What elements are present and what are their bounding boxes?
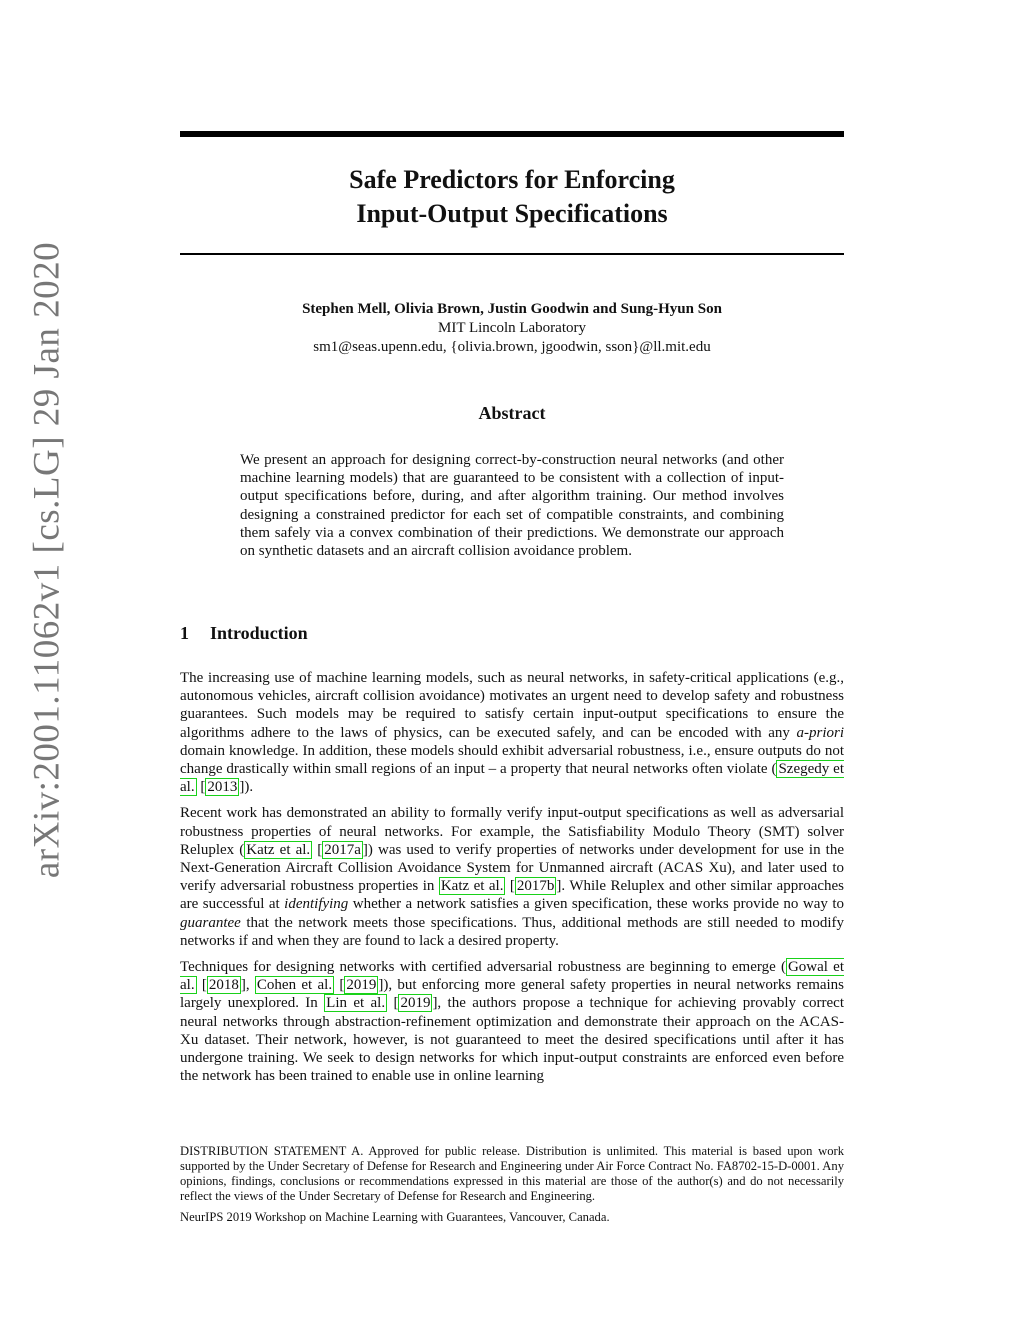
citation-link-katz-a[interactable]: Katz et al. [246,841,311,858]
distribution-statement: DISTRIBUTION STATEMENT A. Approved for public release. Distribution is unlimited. This material is based upon work supported by the Under Secretary of Defense for Research and Engineering under Air Force Contract No. FA8702-15-D-0001. Any opinions, findings, conclusions or recommendations expressed in this material are those of the author(s) and do not necessarily reflect the views of the Under Secretary of Defense for Research and Engineering. [180,1144,844,1203]
arxiv-identifier: arXiv:2001.11062v1 [cs.LG] 29 Jan 2020 [26,241,68,879]
p2-text-d: whether a network satisfies a given specification, these works provide no way to [348,896,844,913]
title-line-2: Input-Output Specifications [356,199,668,228]
abstract-heading: Abstract [478,403,546,423]
title-line-1: Safe Predictors for Enforcing [349,165,675,194]
p2-emphasis-guarantee: guarantee [180,914,241,931]
introduction-body [180,669,844,1093]
affiliation: MIT Lincoln Laboratory [437,320,586,336]
p1-text-a: The increasing use of machine learning models, such as neural networks, in safety-critical applications (e.g., autonomous vehicles, aircraft collision avoidance) motivates an urgent need to develop safety and robustness guarantees. Such models may be required to satisfy certain input-output specifications to ensure the algorithms adhere to the laws of physics, can be executed safely, and can be encoded with any [180,670,844,741]
p1-emphasis: a-priori [796,724,844,741]
author-emails: sm1@seas.upenn.edu, {olivia.brown, jgoodwin, sson}@ll.mit.edu [313,339,711,355]
p3-text-a: Techniques for designing networks with certified adversarial robustness are beginning to emerge ( [180,959,786,976]
p2-text-a: Recent work has demonstrated an ability to formally verify input-output specifications as well as adversarial robustness properties of neural networks. For example, the Satisfiability Modulo Theory (SMT) solver Reluplex ( [180,805,844,858]
citation-year-link[interactable]: 2019 [400,995,431,1012]
section-number: 1 [180,623,189,643]
p3-text-b: ], [240,977,255,994]
venue-note: NeurIPS 2019 Workshop on Machine Learning with Guarantees, Vancouver, Canada. [180,1210,610,1224]
p2-text-e: that the network meets those specifications. Thus, additional methods are still needed to modify networks if and when they are found to lack a desired property. [180,914,844,949]
p2-emphasis-identifying: identifying [284,896,349,913]
intro-paragraph-2: Recent work has demonstrated an ability to formally verify input-output specifications as well as adversarial robustness properties of neural networks. For example, the Satisfiability Modulo Theory (SMT) solver Reluplex ( Katz et al. [ 2017a ]) was used to verify properties of networks under development for use in the Next-Generation Aircraft Collision Avoidance System for Unmanned aircraft (ACAS Xu), and later used to verify adversarial robustness properties in Katz et al. [ 2017b ]. While Reluplex and other similar approaches are successful at identifying whether a network satisfies a given specification, these works provide no way to guarantee that the network meets those specifications. Thus, additional methods are still needed to modify networks if and when they are found to lack a desired property. [180,805,845,949]
citation-link-lin[interactable]: Lin et al. [326,995,386,1012]
p1-text-c: ]). [239,779,254,796]
citation-year-link[interactable]: 2018 [208,977,239,994]
citation-year-link[interactable]: 2019 [346,977,377,994]
footnote [180,1144,844,1231]
paper-title [180,163,844,231]
abstract-text: We present an approach for designing correct-by-construction neural networks (and other machine learning models) that are guaranteed to be consistent with a collection of input-output specifications before, during, and after algorithm training. Our method involves designing a constrained predictor for each set of compatible constraints, and combining them safely via a convex combination of their predictions. We demonstrate our approach on synthetic datasets and an aircraft collision avoidance problem. [240,452,784,560]
title-top-rule [180,131,844,137]
arxiv-sidebar [12,140,82,980]
intro-paragraph-1: The increasing use of machine learning models, such as neural networks, in safety-critical applications (e.g., autonomous vehicles, aircraft collision avoidance) motivates an urgent need to develop safety and robustness guarantees. Such models may be required to satisfy certain input-output specifications to ensure the algorithms adhere to the laws of physics, can be executed safely, and can be encoded with any a-priori domain knowledge. In addition, these models should exhibit adversarial robustness, i.e., ensure outputs do not change drastically within small regions of an input – a property that neural networks often violate ( Szegedy et al. [ 2013 ]). [180,670,844,796]
section-title: Introduction [210,623,308,643]
p3-text-d: ], the authors propose a technique for achieving provably correct neural networks through abstraction-refinement optimization and demonstrate their approach on the ACAS-Xu dataset. Their network, however, is not guaranteed to meet the desired specifications until after it has undergone training. We seek to design networks for which input-output constraints are enforced even before the network has been trained to enable use in online learning [180,995,845,1085]
citation-link-cohen[interactable]: Cohen et al. [256,977,333,994]
citation-year-link[interactable]: 2017a [324,841,361,858]
author-names: Stephen Mell, Olivia Brown, Justin Goodwin and Sung-Hyun Son [302,301,722,317]
section-heading-introduction [180,623,844,644]
p1-text-b: domain knowledge. In addition, these models should exhibit adversarial robustness, i.e., ensure outputs do not change drastically within small regions of an input – a property that neural networks often violate ( [180,742,844,778]
p2-text-b: ]) was used to verify properties of networks under development for use in the Next-Generation Aircraft Collision Avoidance System for Unmanned aircraft (ACAS Xu), and later used to verify adversarial robustness properties in [180,841,844,895]
p3-text-c: ]), but enforcing more general safety properties in neural networks remains largely unexplored. In [180,977,845,1012]
p2-text-c: ]. While Reluplex and other similar approaches are successful at [180,878,845,913]
citation-link-katz-b[interactable]: Katz et al. [440,878,504,895]
intro-paragraph-3: Techniques for designing networks with certified adversarial robustness are beginning to emerge ( Gowal et al. [ 2018 ], Cohen et al. [ 2019 ]), but enforcing more general safety properties in neural networks remains largely unexplored. In Lin et al. [ 2019 ], the authors propose a technique for achieving provably correct neural networks through abstraction-refinement optimization and demonstrate their approach on the ACAS-Xu dataset. Their network, however, is not guaranteed to meet the desired specifications until after it has undergone training. We seek to design networks for which input-output constraints are enforced even before the network has been trained to enable use in online learning [180,959,845,1085]
citation-year-link[interactable]: 2017b [516,878,555,895]
citation-link-gowal[interactable]: Gowal et al. [180,959,844,994]
citation-link-szegedy[interactable]: Szegedy et al. [180,761,844,796]
title-bottom-rule [180,253,844,255]
author-block [180,300,844,357]
citation-year-link[interactable]: 2013 [207,779,238,796]
